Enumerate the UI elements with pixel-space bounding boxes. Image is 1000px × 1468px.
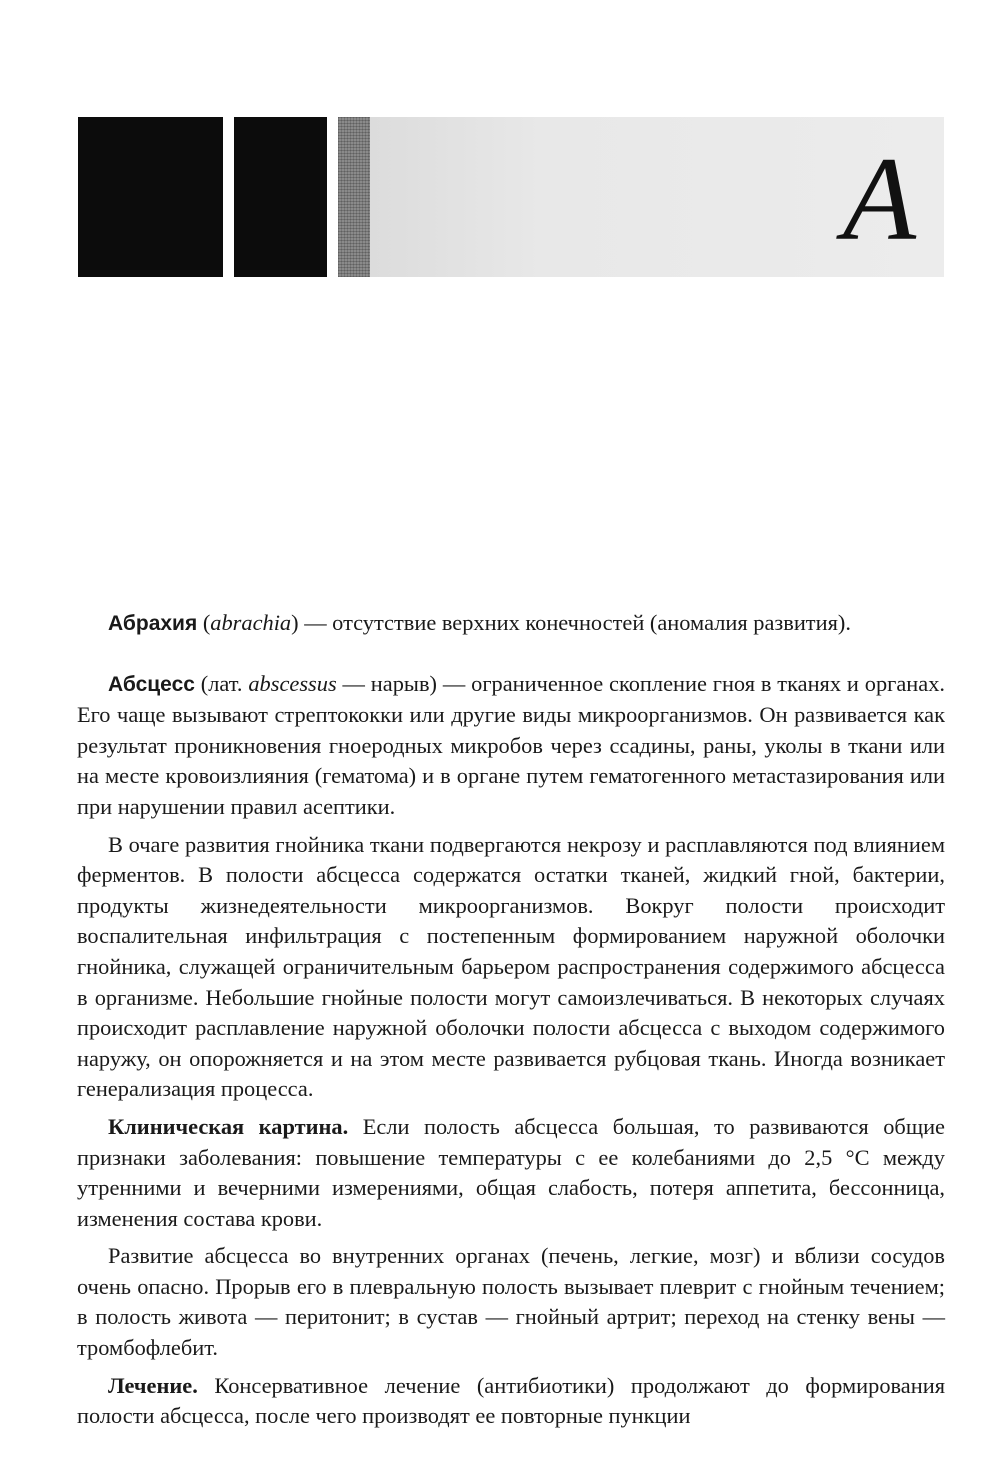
- latin-term: abscessus: [248, 670, 337, 696]
- entry-term: Абсцесс: [108, 672, 195, 696]
- section-title: Лечение.: [108, 1372, 198, 1398]
- paragraph: В очаге развития гнойника ткани подвергаются некрозу и расплавляются под влиянием ферментов. В полости абсцесса содержатся остатки тканей, жидкий гной, бактерии, продукты жизнедеятельности микроорганизмов. Вокруг полости происходит воспалительная инфильтрация с постепенным формированием наружной оболочки гнойника, служащей ограничительным барьером распространения содержимого абсцесса в организме. Небольшие гнойные полости могут самоизлечиваться. В некоторых случаях происходит расплавление наружной оболочки полости абсцесса с выходом содержимого наружу, он опорожняется и на этом месте развивается рубцовая ткань. Иногда возникает генерализация процесса.: [77, 831, 945, 1102]
- chapter-letter: А: [842, 132, 916, 265]
- section-title: Клиническая картина.: [108, 1113, 349, 1139]
- latin-term: abrachia: [210, 610, 292, 635]
- entry-abscess: Абсцесс (лат. abscessus — нарыв) — ограниченное скопление гноя в тканях и органах. Его чаще вызывают стрептококки или другие виды микроорганизмов. Он развивается как результат проникновения гноеродных микробов через ссадины, раны, уколы в ткани или на месте кровоизлияния (гематома) и в органе путем гематогенного метастазирования или при нарушении правил асептики.: [77, 670, 945, 819]
- page-body: [77, 608, 945, 1432]
- header-gray-band: [370, 117, 944, 277]
- entry-definition: ) — отсутствие верхних конечностей (аномалия развития).: [291, 610, 851, 635]
- entry-term: Абрахия: [108, 612, 198, 635]
- chapter-header: [78, 117, 944, 277]
- header-black-block-large: [78, 117, 223, 277]
- header-black-block-small: [234, 117, 327, 277]
- entry-definition: — нарыв) — ограниченное скопление гноя в тканях и органах. Его чаще вызывают стрептококки или другие виды микроорганизмов. Он развивается как результат проникновения гноеродных микробов через ссадины, раны, уколы в ткани или на месте кровоизлияния (гематома) и в органе путем гематогенного метастазирования или при нарушении правил асептики.: [77, 670, 945, 819]
- paragraph-treatment: Лечение. Консервативное лечение (антибиотики) продолжают до формирования полости абсцесса, после чего производят ее повторные пункции: [77, 1372, 945, 1429]
- header-halftone-strip: [338, 117, 370, 277]
- paragraph: Развитие абсцесса во внутренних органах (печень, легкие, мозг) и вблизи сосудов очень опасно. Прорыв его в плевральную полость вызывает плеврит с гнойным течением; в полость живота — перитонит; в сустав — гнойный артрит; переход на стенку вены — тромбофлебит.: [77, 1243, 945, 1361]
- entry-abrachia: Абрахия (abrachia) — отсутствие верхних конечностей (аномалия развития).: [108, 610, 851, 635]
- paragraph-clinical: Клиническая картина. Если полость абсцесса большая, то развиваются общие признаки заболевания: повышение температуры с ее колебаниями до 2,5 °C между утренними и вечерними измерениями, общая слабость, потеря аппетита, бессонница, изменения состава крови.: [77, 1113, 945, 1231]
